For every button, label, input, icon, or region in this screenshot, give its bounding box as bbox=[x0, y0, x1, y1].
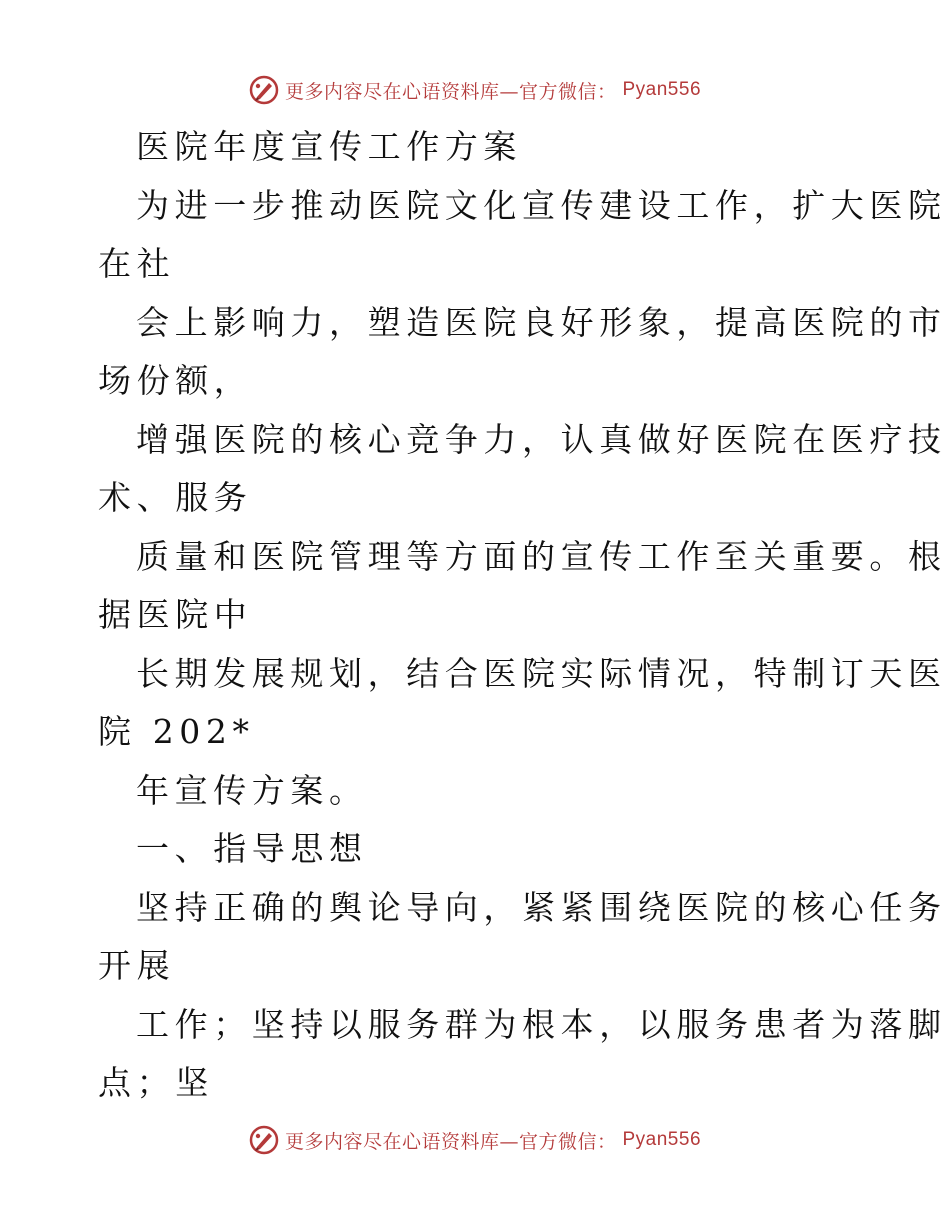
document-line: 为进一步推动医院文化宣传建设工作，扩大医院 bbox=[136, 185, 947, 225]
document-line: 一、指导思想 bbox=[136, 829, 368, 868]
header-banner bbox=[0, 70, 950, 110]
feather-pen-logo-icon bbox=[249, 1125, 279, 1155]
banner-text: 更多内容尽在心语资料库—官方微信： bbox=[284, 1130, 617, 1153]
document-line: 医院年度宣传工作方案 bbox=[136, 127, 522, 166]
banner-text: 更多内容尽在心语资料库—官方微信： bbox=[284, 80, 617, 103]
document-body bbox=[98, 118, 947, 1113]
document-line: 开展 bbox=[98, 946, 176, 985]
document-line: 点；坚 bbox=[98, 1063, 214, 1102]
document-line: 质量和医院管理等方面的宣传工作至关重要。根 bbox=[136, 536, 947, 576]
footer-banner bbox=[0, 1120, 950, 1160]
document-line: 坚持正确的舆论导向，紧紧围绕医院的核心任务 bbox=[136, 887, 947, 927]
banner-wechat-id: Pyan556 bbox=[622, 79, 702, 100]
feather-pen-logo-icon bbox=[249, 75, 279, 105]
document-line: 工作；坚持以服务群为根本，以服务患者为落脚 bbox=[136, 1004, 947, 1044]
document-line: 年宣传方案。 bbox=[136, 770, 368, 810]
banner-wechat-id: Pyan556 bbox=[622, 1129, 702, 1150]
document-line: 院 202* bbox=[98, 712, 255, 751]
document-line: 会上影响力，塑造医院良好形象，提高医院的市 bbox=[136, 302, 947, 342]
document-line: 长期发展规划，结合医院实际情况，特制订天医 bbox=[136, 653, 947, 693]
document-line: 据医院中 bbox=[98, 595, 253, 634]
document-line: 场份额， bbox=[98, 361, 253, 400]
document-line: 术、服务 bbox=[98, 478, 253, 517]
document-line: 在社 bbox=[98, 244, 176, 283]
document-line: 增强医院的核心竞争力，认真做好医院在医疗技 bbox=[136, 419, 947, 459]
